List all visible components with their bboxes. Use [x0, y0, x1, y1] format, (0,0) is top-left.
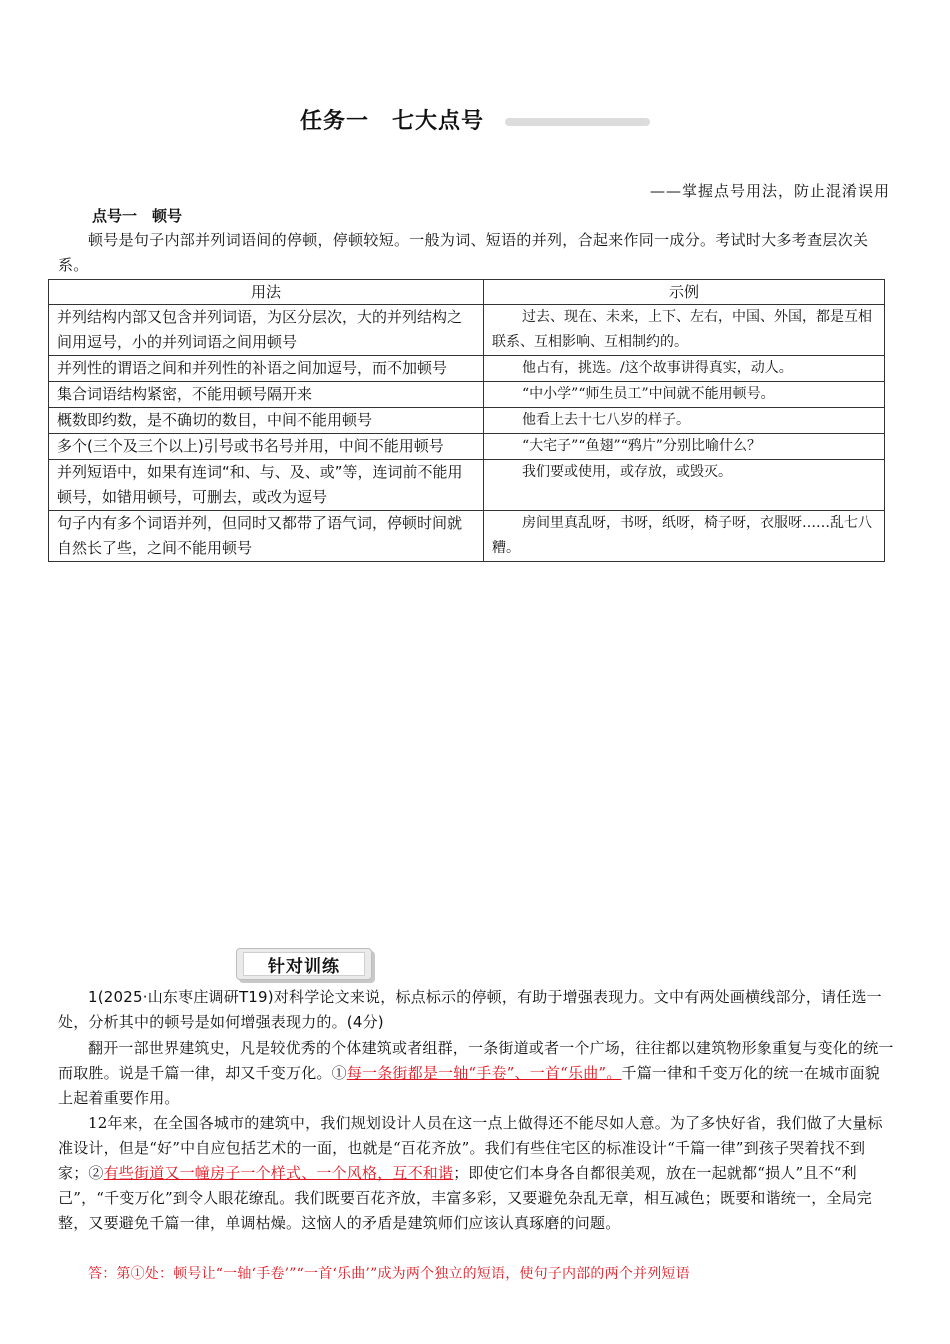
answer-text: 答：第①处：顿号让“一轴‘手卷’”“一首‘乐曲’”成为两个独立的短语，使句子内部的两个并列短语 [88, 1266, 690, 1282]
usage-cell: 集合词语结构紧密，不能用顿号隔开来 [49, 382, 484, 408]
table-row [49, 356, 885, 382]
question-text: 1(2025·山东枣庄调研T19)对科学论文来说，标点标示的停顿，有助于增强表现力。文中有两处画横线部分，请任选一处，分析其中的顿号是如何增强表现力的。(4分) [58, 988, 882, 1031]
section-intro: 顿号是句子内部并列词语间的停顿，停顿较短。一般为词、短语的并列，合起来作同一成分。考试时大多考查层次关系。 [58, 231, 869, 274]
example-cell: “中小学”“师生员工”中间就不能用顿号。 [484, 382, 885, 408]
usage-cell: 并列性的谓语之间和并列性的补语之间加逗号，而不加顿号 [49, 356, 484, 382]
title-decoration-bar [505, 118, 650, 126]
usage-table [48, 279, 885, 562]
usage-cell: 句子内有多个词语并列，但同时又都带了语气词，停顿时间就自然长了些，之间不能用顿号 [49, 511, 484, 562]
training-badge-label: 针对训练 [243, 952, 365, 976]
passage-text: ；即使它们本身各自都很美观，放在一起就都“损人”且不“利己”，“千变万化”到令人眼花缭乱。我们既要百花齐放，丰富多彩，又要避免杂乱无章，相互减色；既要和谐统一，全局完整，又要避免千篇一律，单调枯燥。这恼人的矛盾是建筑师们应该认真琢磨的问题。 [58, 1164, 873, 1232]
table-row [49, 408, 885, 434]
example-cell: 房间里真乱呀，书呀，纸呀，椅子呀，衣服呀……乱七八糟。 [484, 511, 885, 562]
usage-cell: 多个(三个及三个以上)引号或书名号并用，中间不能用顿号 [49, 434, 484, 460]
column-header-example: 示例 [484, 280, 885, 305]
usage-cell: 并列结构内部又包含并列词语，为区分层次，大的并列结构之间用逗号，小的并列词语之间用顿号 [49, 305, 484, 356]
example-cell: 他看上去十七八岁的样子。 [484, 408, 885, 434]
table-row [49, 511, 885, 562]
table-header-row [49, 280, 885, 305]
passage-text: 千篇一律和千变万化的统一在城市面貌上起着重要作用。 [58, 1064, 880, 1107]
table-row [49, 305, 885, 356]
usage-cell: 概数即约数，是不确切的数目，中间不能用顿号 [49, 408, 484, 434]
underlined-sentence-1: 每一条街都是一轴“手卷”、一首“乐曲”。 [346, 1064, 622, 1082]
passage-text: 翻开一部世界建筑史，凡是较优秀的个体建筑或者组群，一条街道或者一个广场，往往都以建筑物形象重复与变化的统一而取胜。说是千篇一律，却又千变万化。① [58, 1039, 894, 1082]
table-row [49, 460, 885, 511]
underlined-sentence-2: 有些街道又一幢房子一个样式、一个风格，互不和谐 [103, 1164, 454, 1182]
passage-paragraph-2 [58, 1111, 894, 1236]
example-cell: 我们要或使用，或存放，或毁灭。 [484, 460, 885, 511]
passage-text: 12年来，在全国各城市的建筑中，我们规划设计人员在这一点上做得还不能尽如人意。为了多快好省，我们做了大量标准设计，但是“好”中自应包括艺术的一面，也就是“百花齐放”。我们有些住宅区的标准设计“千篇一律”到孩子哭着找不到家；② [58, 1114, 883, 1182]
training-badge [236, 948, 372, 980]
example-cell: “大宅子”“鱼翅”“鸦片”分别比喻什么？ [484, 434, 885, 460]
table-row [49, 382, 885, 408]
example-cell: 过去、现在、未来，上下、左右，中国、外国，都是互相联系、互相影响、互相制约的。 [484, 305, 885, 356]
usage-cell: 并列短语中，如果有连词“和、与、及、或”等，连词前不能用顿号，如错用顿号，可删去，或改为逗号 [49, 460, 484, 511]
table-row [49, 434, 885, 460]
page-subtitle: ——掌握点号用法，防止混淆误用 [649, 182, 890, 200]
example-cell: 他占有，挑选。/这个故事讲得真实，动人。 [484, 356, 885, 382]
passage-paragraph-1 [58, 1036, 894, 1111]
column-header-usage: 用法 [49, 280, 484, 305]
page-title: 任务一 七大点号 [300, 109, 485, 134]
section-heading: 点号一 顿号 [92, 207, 183, 225]
